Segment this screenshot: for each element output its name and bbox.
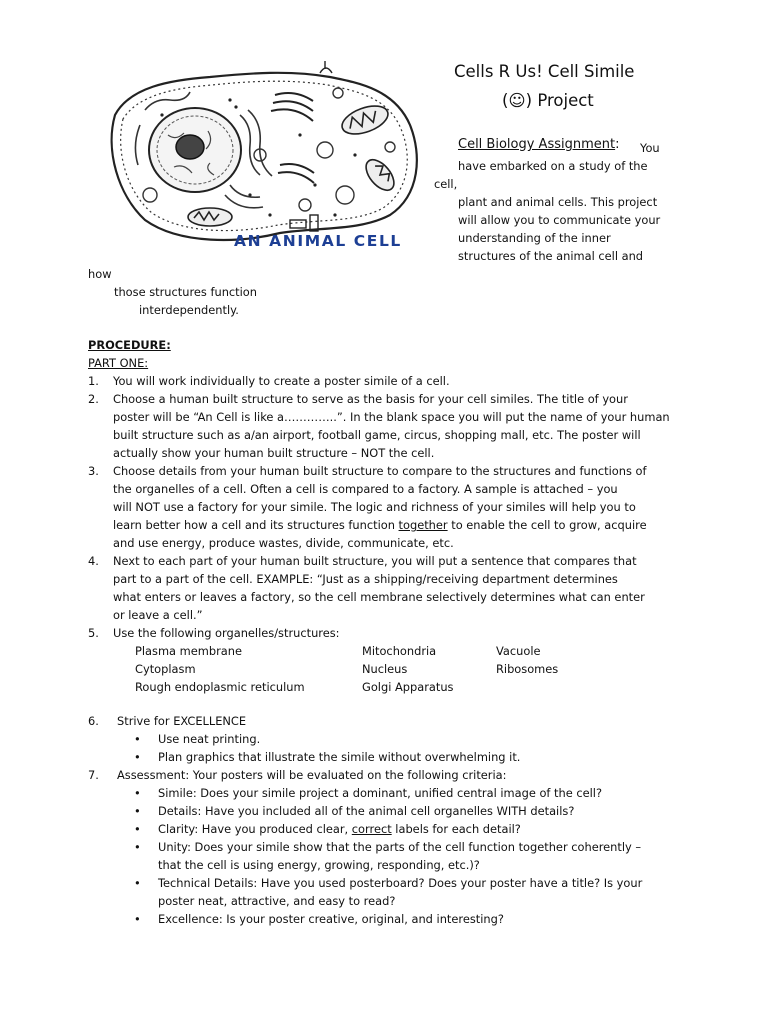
page-title-line-2: (☺) Project [502, 91, 594, 110]
organelle-cytoplasm: Cytoplasm [135, 662, 196, 676]
intro-line: those structures function [114, 285, 257, 299]
bullet-icon: • [134, 732, 141, 746]
bullet-icon: • [134, 750, 141, 764]
procedure-list [88, 372, 728, 932]
criterion-unity-cont: that the cell is using energy, growing, responding, etc.)? [158, 858, 480, 872]
intro-line: plant and animal cells. This project [458, 195, 658, 209]
item-number: 6. [88, 714, 99, 728]
item-text: actually show your human built structure – NOT the cell. [113, 446, 435, 460]
organelle-ribosomes: Ribosomes [496, 662, 559, 676]
item-text: Use the following organelles/structures: [113, 626, 340, 640]
emphasis-correct: correct [351, 822, 392, 836]
item-text [113, 516, 647, 534]
bullet-text: Use neat printing. [158, 732, 261, 746]
criterion-technical: Technical Details: Have you used posterboard? Does your poster have a title? Is your [158, 876, 643, 890]
item-text: poster will be “An Cell is like a…………..”. In the blank space you will put the name of your human [113, 410, 670, 424]
text-run: learn better how a cell and its structures function [113, 518, 399, 532]
bullet-text: Plan graphics that illustrate the simile without overwhelming it. [158, 750, 521, 764]
golgi-apparatus-icon [271, 93, 314, 183]
item-text: part to a part of the cell. EXAMPLE: “Just as a shipping/receiving department determines [113, 572, 618, 586]
item-text: Strive for EXCELLENCE [117, 714, 247, 728]
item-text: and use energy, produce wastes, divide, communicate, etc. [113, 536, 454, 550]
organelle-mitochondria: Mitochondria [362, 644, 437, 658]
item-text: Assessment: Your posters will be evaluated on the following criteria: [117, 768, 507, 782]
criterion-excellence: Excellence: Is your poster creative, original, and interesting? [158, 912, 504, 926]
organelle-golgi: Golgi Apparatus [362, 680, 454, 694]
organelle-nucleus: Nucleus [362, 662, 408, 676]
organelle-rough-er: Rough endoplasmic reticulum [135, 680, 305, 694]
page-title-line-1: Cells R Us! Cell Simile [454, 62, 635, 81]
item-text: will NOT use a factory for your simile. The logic and richness of your similes will help you to [113, 500, 636, 514]
intro-line: structures of the animal cell and [458, 249, 644, 263]
intro-line: interdependently. [139, 303, 239, 317]
criterion-simile: Simile: Does your simile project a dominant, unified central image of the cell? [158, 786, 603, 800]
item-number: 1. [88, 374, 99, 388]
text-run: Clarity: Have you produced clear, [158, 822, 352, 836]
item-number: 4. [88, 554, 99, 568]
bullet-icon: • [134, 840, 141, 854]
bullet-icon: • [134, 804, 141, 818]
intro-line: cell, [434, 177, 458, 191]
item-text: what enters or leaves a factory, so the cell membrane selectively determines what can enter [113, 590, 645, 604]
text-run: labels for each detail? [391, 822, 521, 836]
nucleus-icon [149, 108, 241, 192]
item-text: You will work individually to create a poster simile of a cell. [113, 374, 450, 388]
item-text: Next to each part of your human built structure, you will put a sentence that compares that [113, 554, 637, 568]
intro-line: will allow you to communicate your [458, 213, 661, 227]
organelle-plasma-membrane: Plasma membrane [135, 644, 242, 658]
criterion-details: Details: Have you included all of the animal cell organelles WITH details? [158, 804, 575, 818]
bullet-icon: • [134, 876, 141, 890]
intro-line: You [640, 141, 660, 155]
emphasis-together: together [398, 518, 448, 532]
criterion-clarity [158, 820, 521, 838]
assignment-heading [458, 136, 620, 154]
item-text: Choose details from your human built structure to compare to the structures and functions of [113, 464, 647, 478]
item-number: 5. [88, 626, 99, 640]
cell-protrusion-icon [320, 61, 332, 73]
intro-line: how [88, 267, 112, 281]
bullet-icon: • [134, 822, 141, 836]
procedure-heading: PROCEDURE: [88, 338, 171, 352]
item-number: 2. [88, 392, 99, 406]
item-text: built structure such as a/an airport, football game, circus, shopping mall, etc. The poster will [113, 428, 641, 442]
animal-cell-illustration [90, 55, 430, 260]
cell-caption: AN ANIMAL CELL [234, 232, 402, 250]
organelle-vacuole: Vacuole [496, 644, 541, 658]
intro-line: have embarked on a study of the [458, 159, 648, 173]
bullet-icon: • [134, 912, 141, 926]
item-number: 3. [88, 464, 99, 478]
item-number: 7. [88, 768, 99, 782]
criterion-unity: Unity: Does your simile show that the parts of the cell function together coherently – [158, 840, 642, 854]
assignment-colon: : [615, 137, 620, 152]
item-text: Choose a human built structure to serve as the basis for your cell similes. The title of your [113, 392, 628, 406]
bullet-icon: • [134, 786, 141, 800]
assignment-label: Cell Biology Assignment [458, 137, 616, 152]
item-text: or leave a cell.” [113, 608, 203, 622]
intro-line: understanding of the inner [458, 231, 611, 245]
text-run: to enable the cell to grow, acquire [447, 518, 647, 532]
criterion-technical-cont: poster neat, attractive, and easy to read? [158, 894, 396, 908]
part-one-heading: PART ONE: [88, 356, 149, 370]
item-text: the organelles of a cell. Often a cell is compared to a factory. A sample is attached – you [113, 482, 618, 496]
